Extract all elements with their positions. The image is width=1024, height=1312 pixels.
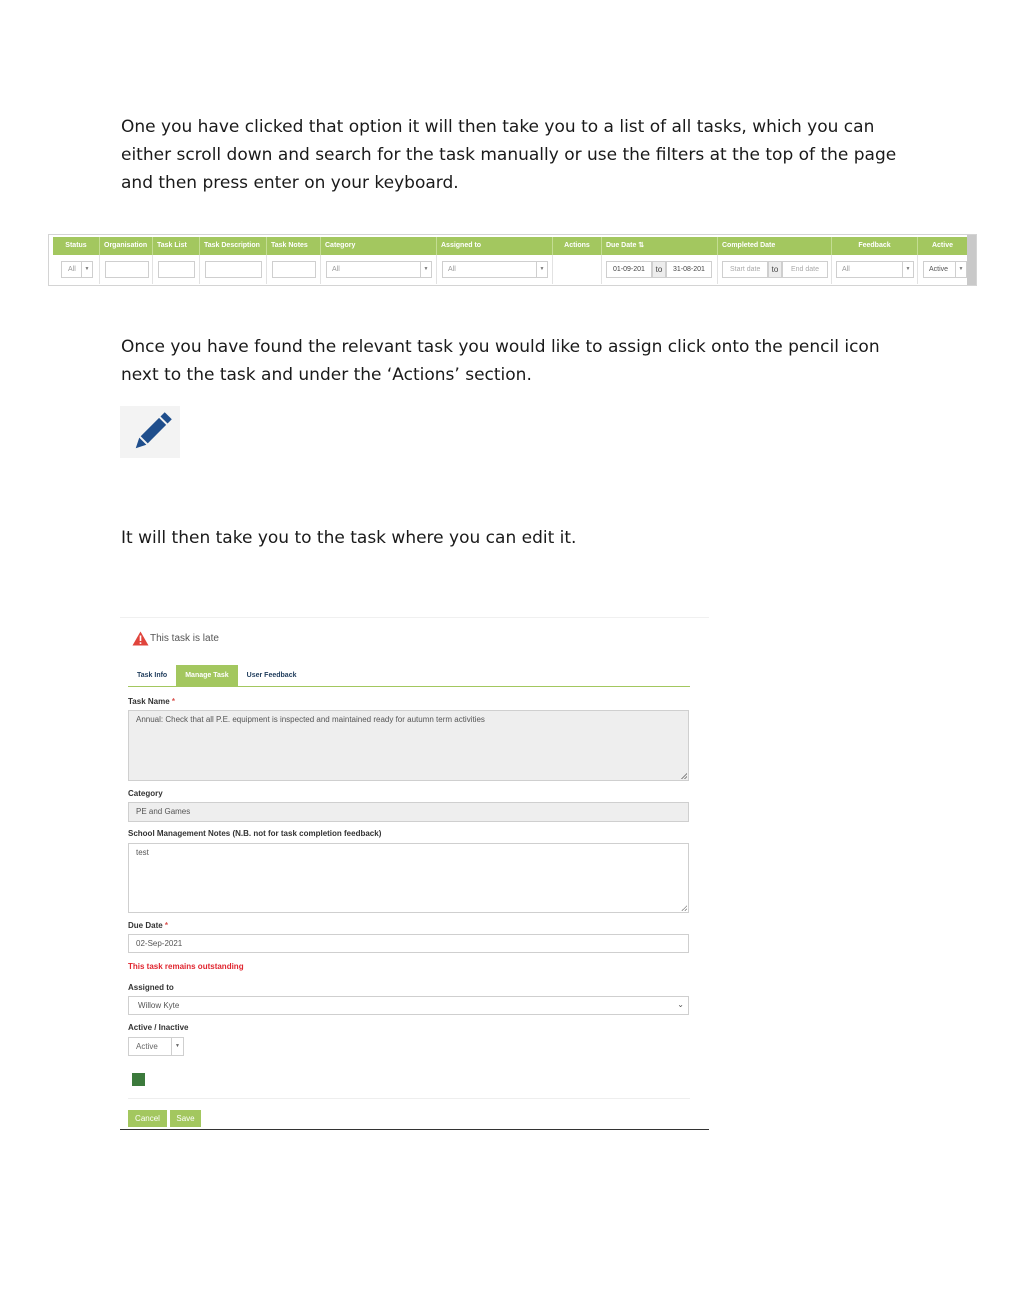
divider [128, 1098, 690, 1099]
notes-value: test [136, 848, 149, 857]
header-actions: Actions [553, 237, 602, 255]
actions-filter-cell [553, 255, 602, 284]
active-inactive-value: Active [136, 1042, 158, 1051]
required-marker: * [164, 921, 169, 930]
due-date-to-input[interactable]: 31-08-201 [666, 261, 712, 278]
header-status[interactable]: Status [53, 237, 100, 255]
divider [120, 1129, 709, 1130]
assigned-to-filter-select[interactable] [442, 261, 548, 278]
instruction-paragraph-2: Once you have found the relevant task you would like to assign click onto the pencil icon next to the task and under the ‘Actions’ section. [121, 337, 880, 385]
chevron-down-icon: ▼ [955, 262, 966, 277]
task-name-label: Task Name * [128, 697, 176, 706]
assigned-to-value: Willow Kyte [138, 1001, 180, 1010]
late-task-alert [132, 631, 219, 646]
instruction-paragraph-1: One you have clicked that option it will then take you to a list of all tasks, which you can either scroll down and search for the task manually or use the filters at the top of the page and then press enter on your keyboard. [121, 117, 897, 193]
completed-end-input[interactable]: End date [782, 261, 828, 278]
late-task-alert-text: This task is late [150, 633, 219, 644]
cancel-button[interactable]: Cancel [128, 1110, 167, 1127]
warning-icon [132, 631, 149, 646]
due-date-input[interactable] [128, 934, 689, 953]
chevron-down-icon: ▼ [902, 262, 913, 277]
save-button[interactable]: Save [170, 1110, 201, 1127]
tab-manage-task[interactable]: Manage Task [176, 665, 237, 686]
due-date-from-input[interactable]: 01-09-201 [606, 261, 652, 278]
category-filter-value: All [332, 266, 340, 273]
active-filter-value: Active [929, 266, 949, 273]
due-date-value: 02-Sep-2021 [136, 939, 183, 948]
header-completed-date[interactable]: Completed Date [718, 237, 832, 255]
completed-start-input[interactable]: Start date [722, 261, 768, 278]
status-color-swatch [132, 1073, 145, 1086]
resize-handle-icon[interactable] [681, 905, 687, 911]
category-value: PE and Games [136, 807, 191, 816]
tab-task-info[interactable]: Task Info [137, 672, 168, 679]
task-notes-filter-input[interactable] [272, 261, 316, 278]
chevron-down-icon: ⌄ [677, 1000, 684, 1009]
chevron-down-icon: ▼ [171, 1038, 183, 1055]
required-marker: * [171, 697, 176, 706]
assigned-to-label: Assigned to [128, 983, 174, 992]
task-name-value: Annual: Check that all P.E. equipment is inspected and maintained ready for autumn term activities [136, 715, 485, 724]
resize-handle-icon[interactable] [681, 773, 687, 779]
tab-user-feedback[interactable]: User Feedback [246, 672, 297, 679]
pencil-icon-illustration [120, 406, 180, 458]
category-field [128, 802, 689, 822]
header-feedback[interactable]: Feedback [832, 237, 918, 255]
filter-header-row [53, 237, 967, 255]
organisation-filter-input[interactable] [105, 261, 149, 278]
task-edit-form [120, 617, 709, 1130]
notes-label: School Management Notes (N.B. not for task completion feedback) [128, 829, 382, 838]
filter-input-row [53, 255, 967, 284]
task-list-filter-input[interactable] [158, 261, 195, 278]
task-tabs [128, 665, 690, 687]
assigned-to-select[interactable] [128, 996, 689, 1015]
due-date-label: Due Date * [128, 921, 169, 930]
due-date-to-label: to [652, 261, 666, 278]
assigned-to-filter-value: All [448, 266, 456, 273]
task-name-textarea[interactable] [128, 710, 689, 781]
header-task-list[interactable]: Task List [153, 237, 200, 255]
outstanding-warning: This task remains outstanding [128, 962, 244, 971]
category-label: Category [128, 789, 163, 798]
chevron-down-icon: ▼ [536, 262, 547, 277]
active-inactive-select[interactable] [128, 1037, 184, 1056]
header-category[interactable]: Category [321, 237, 437, 255]
header-task-notes[interactable]: Task Notes [267, 237, 321, 255]
pencil-icon [132, 410, 172, 454]
header-assigned-to[interactable]: Assigned to [437, 237, 553, 255]
active-filter-select[interactable] [923, 261, 967, 278]
feedback-filter-value: All [842, 266, 850, 273]
chevron-down-icon: ▼ [420, 262, 431, 277]
notes-textarea[interactable] [128, 843, 689, 913]
active-inactive-label: Active / Inactive [128, 1023, 189, 1032]
header-active[interactable]: Active [931, 242, 953, 249]
task-description-filter-input[interactable] [205, 261, 262, 278]
feedback-filter-select[interactable] [836, 261, 914, 278]
chevron-down-icon: ▼ [81, 262, 92, 277]
header-organisation[interactable]: Organisation [100, 237, 153, 255]
task-filter-bar [48, 234, 977, 286]
category-filter-select[interactable] [326, 261, 432, 278]
status-filter-value: All [68, 266, 76, 273]
vertical-scrollbar[interactable] [967, 235, 976, 285]
instruction-paragraph-3: It will then take you to the task where you can edit it. [121, 528, 577, 548]
header-due-date[interactable]: Due Date ⇅ [602, 237, 718, 255]
completed-to-label: to [768, 261, 782, 278]
header-task-description[interactable]: Task Description [200, 237, 267, 255]
status-filter-select[interactable] [61, 261, 93, 278]
